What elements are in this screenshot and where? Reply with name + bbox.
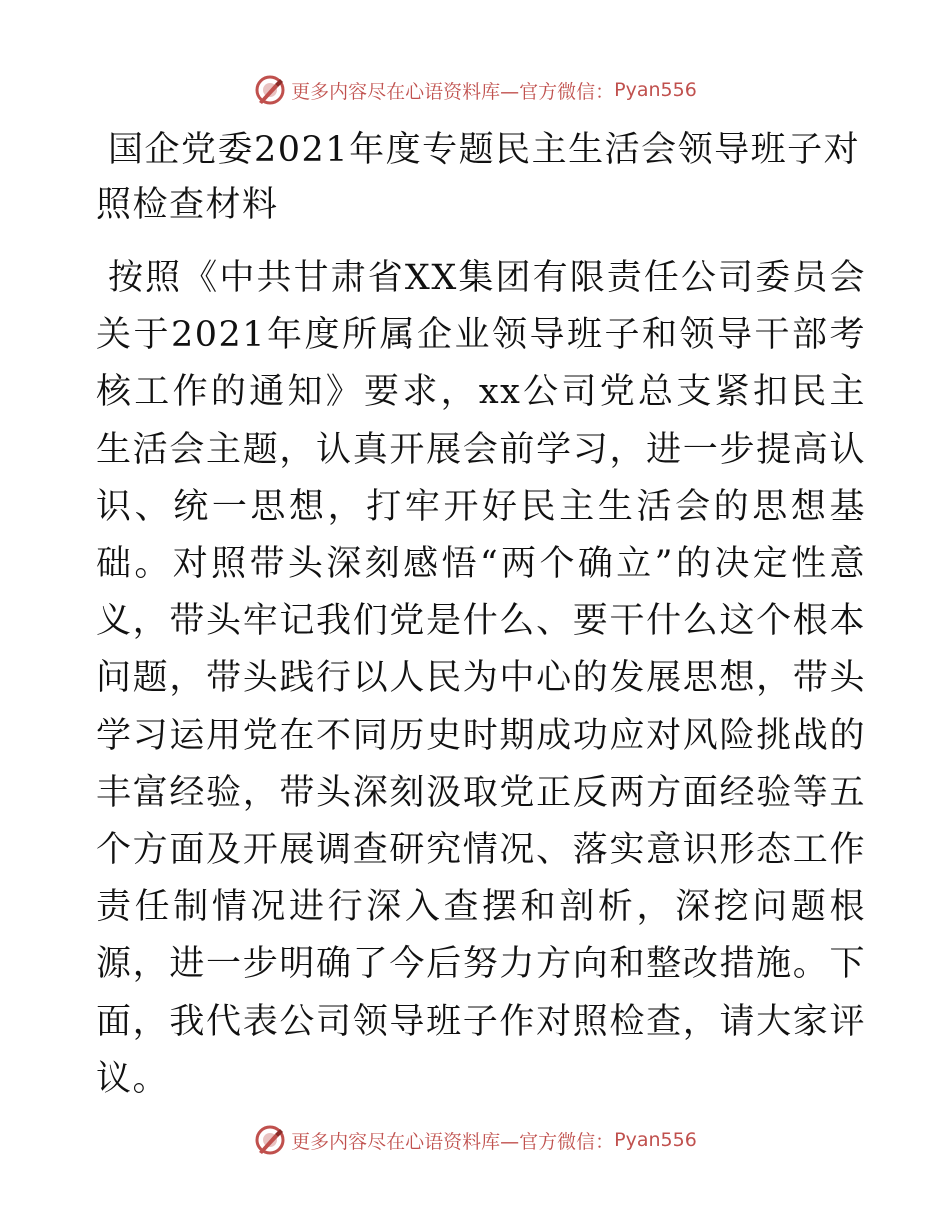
watermark-text: 更多内容尽在心语资料库—官方微信： — [291, 1130, 615, 1153]
pen-seal-logo-icon — [253, 73, 287, 107]
pen-seal-logo-icon — [253, 1123, 287, 1157]
footer-watermark — [0, 1122, 950, 1158]
watermark-text: 更多内容尽在心语资料库—官方微信： — [291, 80, 615, 103]
document-title: 国企党委2021年度专题民主生活会领导班子对照检查材料 — [96, 130, 861, 225]
watermark-wechat-id: Pyan556 — [614, 1129, 697, 1151]
header-watermark — [0, 72, 950, 108]
document-body-paragraph: 按照《中共甘肃省XX集团有限责任公司委员会关于2021年度所属企业领导班子和领导干部考核工作的通知》要求，xx公司党总支紧扣民主生活会主题，认真开展会前学习，进一步提高认识、统一思想，打牢开好民主生活会的思想基础。对照带头深刻感悟“两个确立”的决定性意义，带头牢记我们党是什么、要干什么这个根本问题，带头践行以人民为中心的发展思想，带头学习运用党在不同历史时期成功应对风险挑战的丰富经验，带头深刻汲取党正反两方面经验等五个方面及开展调查研究情况、落实意识形态工作责任制情况进行深入查摆和剖析，深挖问题根源，进一步明确了今后努力方向和整改措施。下面，我代表公司领导班子作对照检查，请大家评议。 — [96, 258, 866, 1099]
watermark-wechat-id: Pyan556 — [614, 79, 697, 101]
